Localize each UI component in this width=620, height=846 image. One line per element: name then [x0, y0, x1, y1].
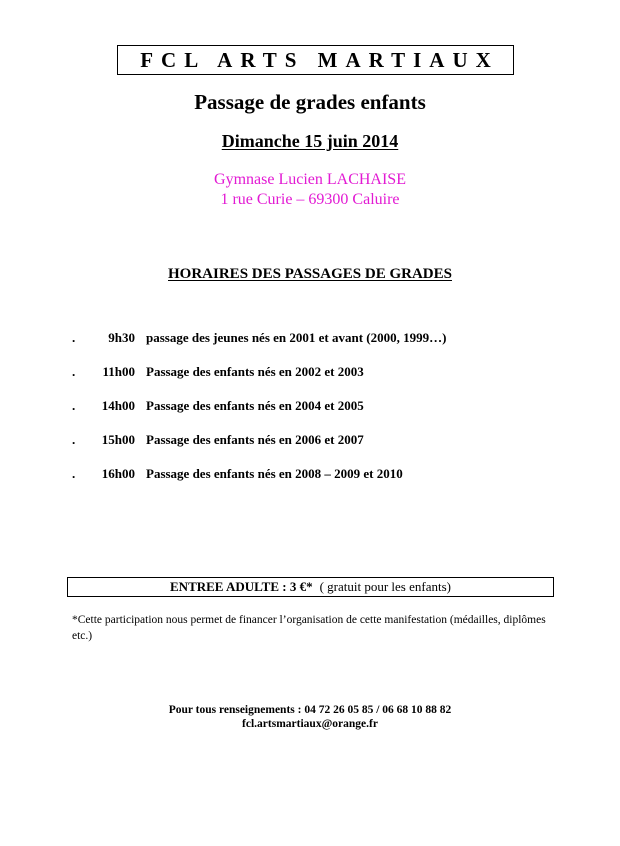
- schedule-time: 11h00: [102, 364, 135, 379]
- contact-phone: Pour tous renseignements : 04 72 26 05 85 / 06 68 10 88 82: [168, 704, 452, 716]
- schedule-description: passage des jeunes nés en 2001 et avant (2000, 1999…): [146, 330, 447, 345]
- venue-address: 1 rue Curie – 69300 Caluire: [220, 191, 400, 208]
- schedule-item: [0, 466, 620, 486]
- bullet: .: [72, 398, 76, 413]
- entry-fee-box: [67, 577, 554, 597]
- bullet: .: [72, 330, 76, 345]
- bullet: .: [72, 364, 76, 379]
- contact-email: fcl.artsmartiaux@orange.fr: [242, 718, 378, 730]
- schedule-item: [0, 364, 620, 384]
- schedule-description: Passage des enfants nés en 2006 et 2007: [146, 432, 364, 447]
- org-name-box: [117, 45, 514, 75]
- schedule-description: Passage des enfants nés en 2002 et 2003: [146, 364, 364, 379]
- schedule-item: [0, 398, 620, 418]
- bullet: .: [72, 466, 76, 481]
- venue-block: [0, 170, 620, 210]
- contact-block: [0, 703, 620, 731]
- org-name: FCL ARTS MARTIAUX: [140, 47, 499, 72]
- schedule-time: 14h00: [101, 398, 135, 413]
- schedule-item: [0, 330, 620, 350]
- entry-fee-note: ( gratuit pour les enfants): [319, 579, 451, 594]
- schedule-time: 16h00: [101, 466, 135, 481]
- schedule-time: 9h30: [108, 330, 135, 345]
- schedule-description: Passage des enfants nés en 2004 et 2005: [146, 398, 364, 413]
- venue-name: Gymnase Lucien LACHAISE: [214, 171, 406, 188]
- event-date: Dimanche 15 juin 2014: [221, 131, 399, 151]
- schedule-item: [0, 432, 620, 452]
- schedule-description: Passage des enfants nés en 2008 – 2009 et 2010: [146, 466, 403, 481]
- entry-fee-label: ENTREE ADULTE : 3 €*: [170, 579, 313, 594]
- event-title: Passage de grades enfants: [194, 90, 426, 114]
- bullet: .: [72, 432, 76, 447]
- footnote: *Cette participation nous permet de financer l’organisation de cette manifestation (médailles, diplômes etc.): [72, 614, 546, 642]
- schedule-time: 15h00: [101, 432, 135, 447]
- schedule-heading: HORAIRES DES PASSAGES DE GRADES: [168, 266, 452, 282]
